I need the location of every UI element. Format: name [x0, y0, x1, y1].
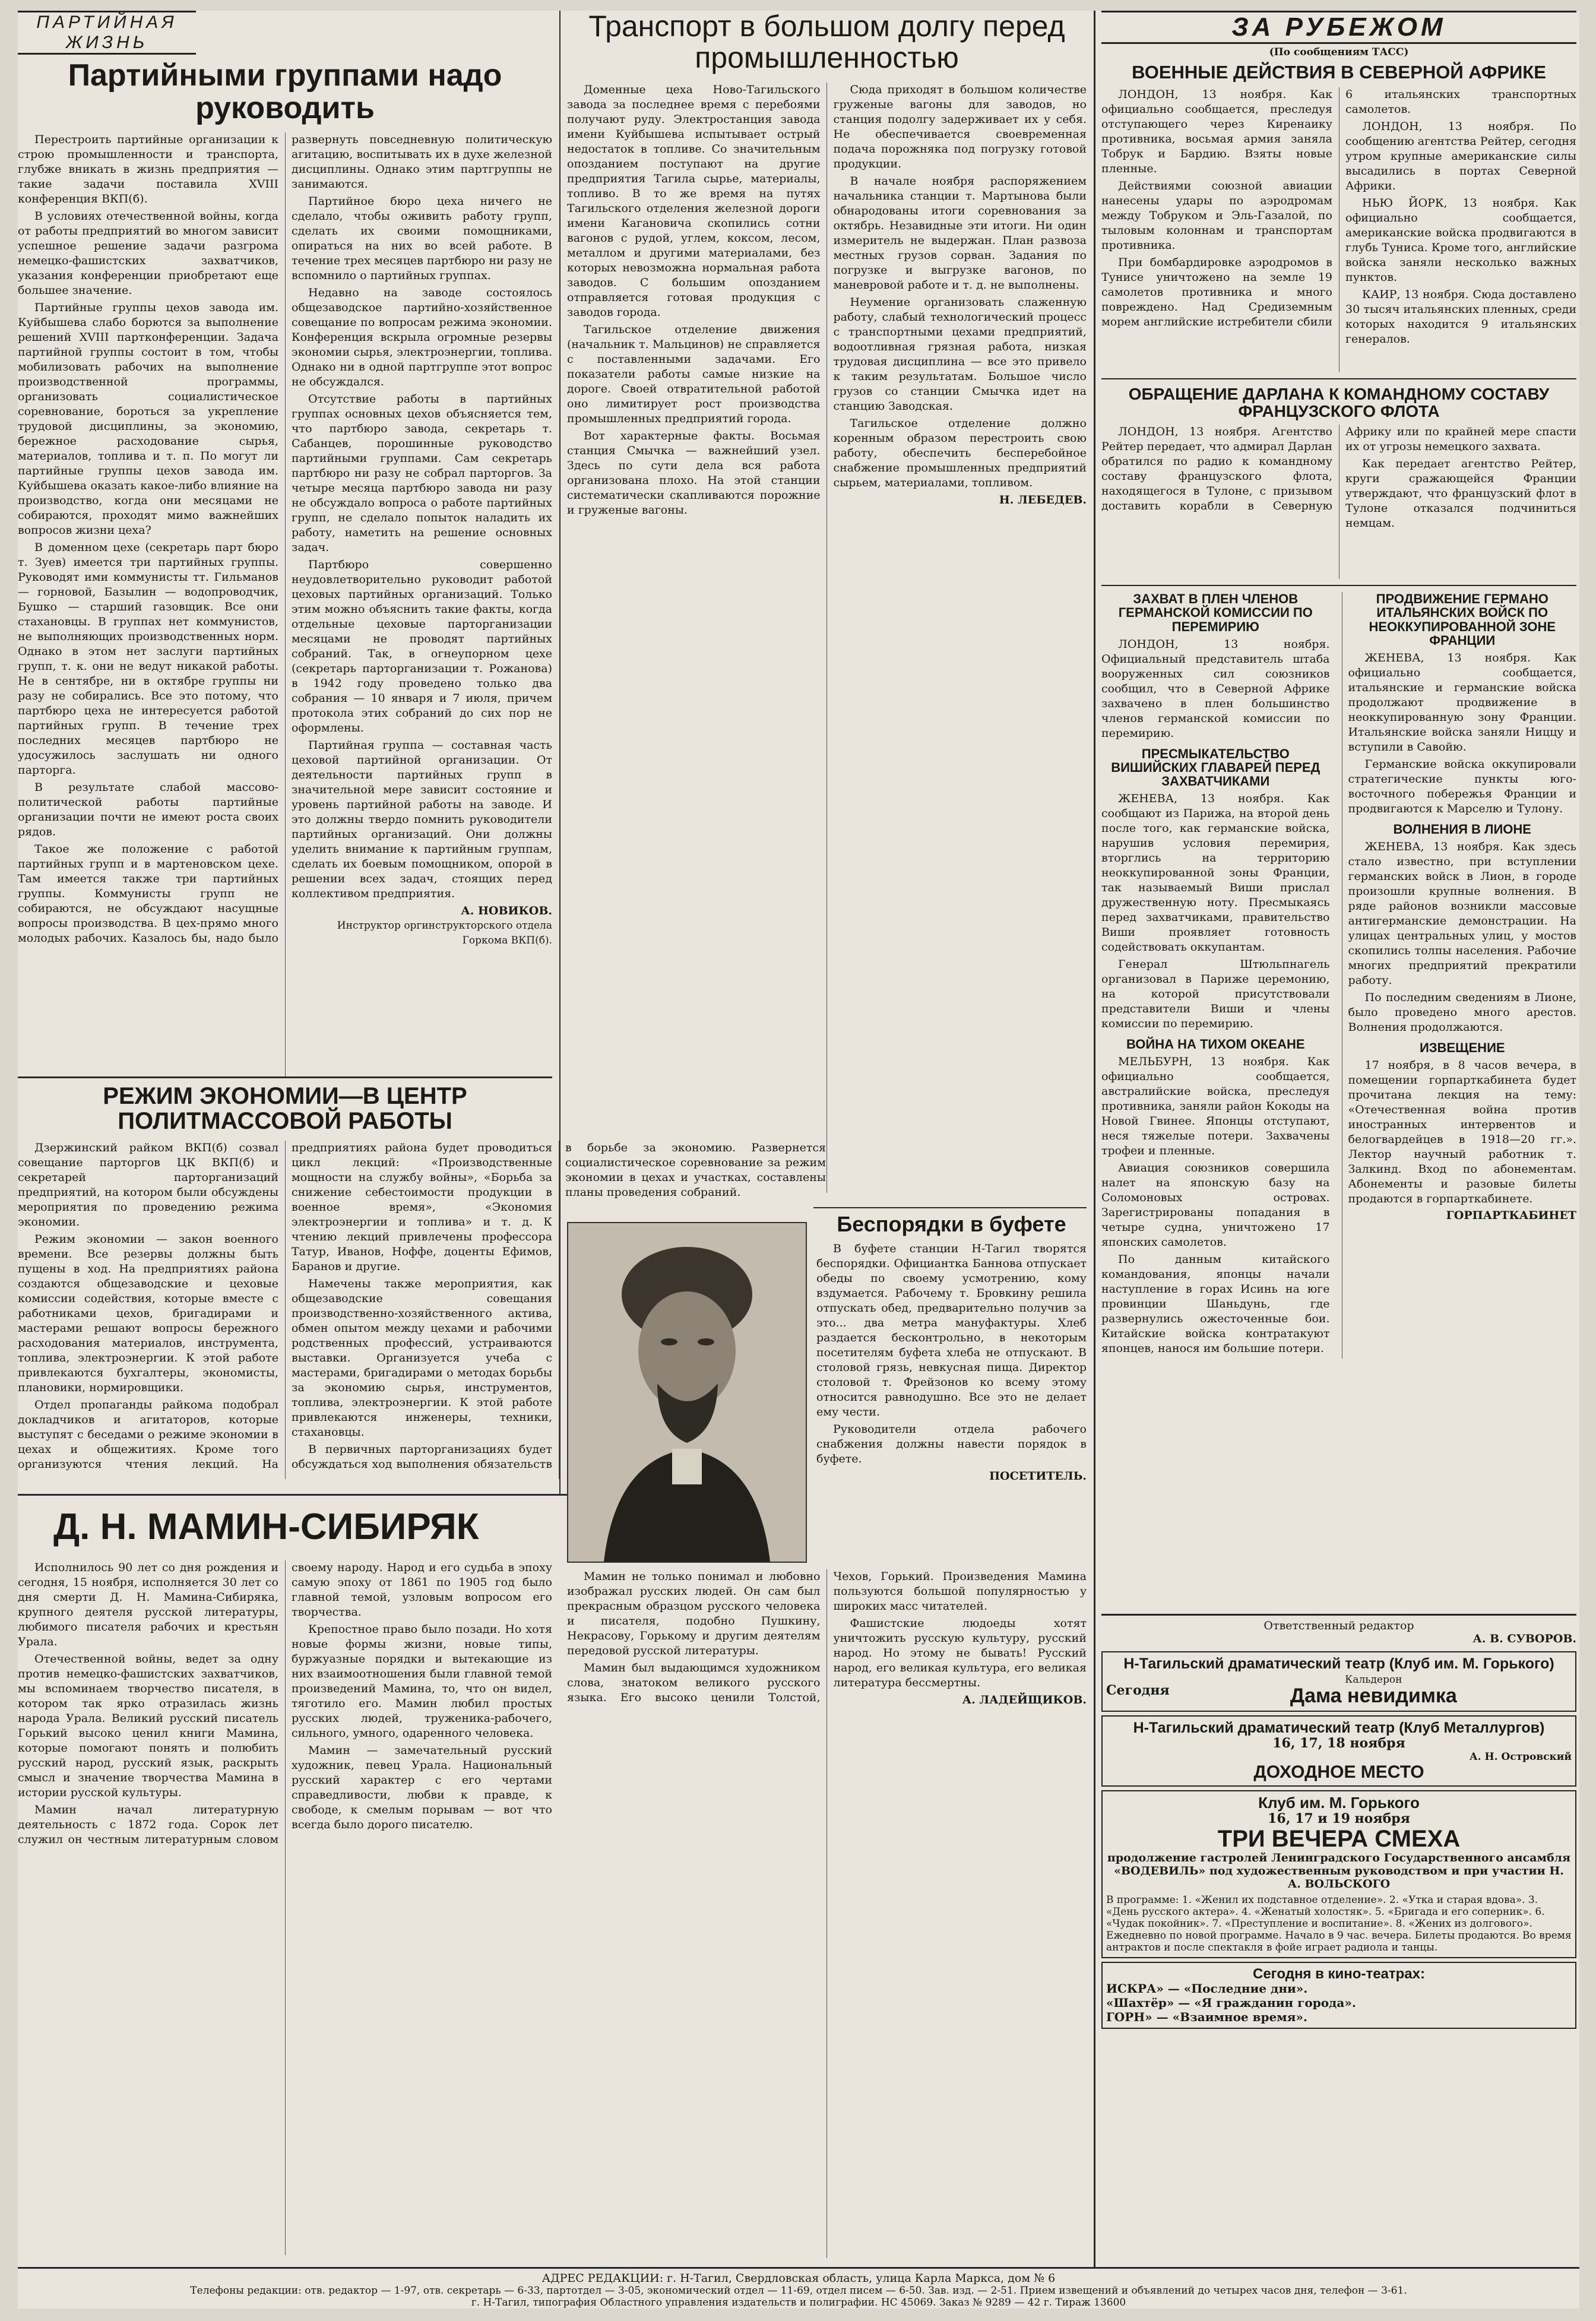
paragraph: Генерал Штюльпнагель организовал в Париже церемонию, на которой присутствовали представители Виши и члены комиссии по перемирию.: [1101, 957, 1330, 1030]
vichy-headline: ПРЕСМЫКАТЕЛЬСТВО ВИШИЙСКИХ ГЛАВАРЕЙ ПЕРЕД ЗАХВАТЧИКАМИ: [1111, 746, 1320, 789]
play-title: ТРИ ВЕЧЕРА СМЕХА: [1217, 1825, 1461, 1852]
paragraph: ЛОНДОН, 13 ноября. Как официально сообщается, преследуя отступающего через Киренаику противника, восьмая армия заняла Тобрук и Бардию. Взяты новые пленные.: [1101, 87, 1332, 175]
transport-headline: Транспорт в большом долгу перед промышленностью: [588, 10, 1065, 74]
paragraph: В начале ноября распоряжением начальника станции т. Мартынова были обнародованы итоги соревнования за октябрь. Незавидные эти итоги. Ни один измеритель не выдержан. План развоза местных грузов сорван. Задания по погрузке и выгрузке вагонов, по маневровой работе и т. д. не выполнены.: [833, 175, 1087, 292]
cinema-line: «Шахтёр» — «Я гражданин города».: [1106, 1996, 1356, 2010]
lyon-headline: ВОЛНЕНИЯ В ЛИОНЕ: [1393, 821, 1531, 837]
paragraph: ЛОНДОН, 13 ноября. Агентство Рейтер передает, что адмирал Дарлан обратился по радио к командному составу французского флота, находящегося в Тулоне, с призывом доставить корабли в Северную Африку или по крайней мере спасти их от угрозы немецкого захвата.: [1101, 425, 1576, 513]
north-africa-headline: ВОЕННЫЕ ДЕЙСТВИЯ В СЕВЕРНОЙ АФРИКЕ: [1132, 62, 1546, 83]
paragraph: Дзержинский райком ВКП(б) созвал совещание парторгов ЦК ВКП(б) и секретарей парторганизаций предприятий, на котором были обсуждены мероприятия по проведению режима экономии.: [18, 1141, 278, 1228]
abroad-rubric: ЗА РУБЕЖОМ: [1101, 11, 1576, 44]
paragraph: Режим экономии — закон военного времени. Все резервы должны быть пущены в ход. На предприятиях района создаются общезаводские и цеховые комиссии содействия, которые вместе с работниками цехов, бригадирами и мастерами решают вопросы бережного расходования материалов, инструмента, топлива, электроэнергии. К этой работе привлекаются бухгалтеры, экономисты, плановики, нормировщики.: [18, 1233, 278, 1394]
transport-body: [567, 83, 1087, 1193]
paragraph: Крепостное право было позади. Но хотя новые формы жизни, новые типы, буржуазные порядки и вытекающие из них взаимоотношения были главной темой произведений Мамина, то, что он видел, тяготило его. Мамин любил простых русских людей, труженика-рабочего, сильного, умного, одаренного человека.: [292, 1623, 552, 1740]
paragraph: ЖЕНЕВА, 13 ноября. Как официально сообщается, итальянские и германские войска продолжают продвижение в неоккупированную зону Франции. Итальянские войска заняли Ниццу и вступили в Савойю.: [1348, 651, 1576, 753]
theatre-dates: 16, 17, 18 ноября: [1272, 1736, 1405, 1752]
footer: [18, 2272, 1579, 2309]
paragraph: Мамин был выдающимся художником слова, знатоком великого русского языка. Его высоко ценили Толстой, Чехов, Горький. Произведения Мамина пользуются большой популярностью у широких масс читателей.: [567, 1570, 1087, 1704]
paragraph: МЕЛЬБУРН, 13 ноября. Как официально сообщается, австралийские войска, преследуя противника, заняли район Кокоды на Новой Гвинее. Японцы отступают, неся тяжелые потери. Захвачены трофеи и пленные.: [1101, 1055, 1330, 1157]
commission-headline: ЗАХВАТ В ПЛЕН ЧЛЕНОВ ГЕРМАНСКОЙ КОМИССИИ ПО ПЕРЕМИРИЮ: [1118, 591, 1313, 634]
mamin-column-left: [18, 1560, 552, 2261]
theatre-listing-3: [1101, 1790, 1576, 1958]
mamin-headline: Д. Н. МАМИН-СИБИРЯК: [53, 1506, 479, 1547]
cinema-title: Сегодня в кино-театрах:: [1253, 1965, 1425, 1982]
theatre-listing-1: [1101, 1651, 1576, 1712]
paragraph: ЖЕНЕВА, 13 ноября. Как здесь стало известно, при вступлении германских войск в Лион, в городе произошли крупные волнения. В ряде районов возникли массовые антигерманские демонстрации. На улицах центральных улиц, у мостов скопились толпы населения. Рабочие многих предприятий прекратили работу.: [1348, 840, 1576, 987]
paragraph: Фашистские людоеды хотят уничтожить русскую культуру, русский народ. Но этому не бывать! Русский народ, его великая культура, его великая литература бессмертны.: [833, 1617, 1087, 1689]
listings-section: [1101, 1614, 1576, 2267]
buffet-author: ПОСЕТИТЕЛЬ.: [989, 1469, 1087, 1483]
divider: [1101, 585, 1576, 586]
paragraph: Как передает агентство Рейтер, круги сражающейся Франции утверждают, что французский флот в Тулоне отказался подчиниться немцам.: [1345, 457, 1576, 530]
paragraph: ЖЕНЕВА, 13 ноября. Как сообщают из Парижа, на второй день после того, как германские войска, нарушив условия перемирия, вторглись на территорию неоккупированной зоны Франции, так называемый Виши прислал дружественную ноту. Пресмыкаясь перед захватчиками, правительство Виши проявляет готовность содействовать оккупантам.: [1101, 791, 1330, 954]
mamin-body-left: [18, 1560, 552, 2255]
paragraph: Такое же положение с работой партийных групп и в мартеновском цехе. Там имеется также три партийных группы. Коммунисты групп не собираются, не обсуждают насущные вопросы производства. В цех-прямо много молодых рабочих. Казалось бы, надо было развернуть повседневную политическую агитацию, воспитывать их в духе железной дисциплины. Однако этим партгруппы не занимаются.: [18, 133, 552, 945]
mamin-column-right: [567, 1569, 1087, 2261]
play-author: А. Н. Островский: [1469, 1751, 1572, 1763]
theatre-day: Сегодня: [1106, 1683, 1170, 1699]
notice-body: [1348, 1058, 1577, 1207]
footer-printing: г. Н-Тагил, типография Областного управления издательств и полиграфии. НС 45069. Заказ № 9289 — 42 г. Тираж 13600: [471, 2297, 1126, 2309]
party-life-headline: Партийными группами надо руководить: [68, 58, 502, 125]
paragraph: НЬЮ ЙОРК, 13 ноября. Как официально сообщается, американские войска продвигаются в глубь Туниса. Кроме того, английские войска заняли несколько важных пунктов.: [1345, 196, 1576, 284]
theatre-listing-2: [1101, 1715, 1576, 1787]
paragraph: При бомбардировке аэродромов в Тунисе уничтожено на земле 19 самолетов противника и много повреждено. Над Средиземным морем английские истребители сбили 6 итальянских транспортных самолетов.: [1101, 87, 1576, 328]
theatre-venue: Н-Тагильский драматический театр (Клуб им. М. Горького): [1123, 1655, 1554, 1672]
play-title: Дама невидимка: [1290, 1684, 1457, 1708]
paragraph: Тагильское отделение должно коренным образом перестроить свою работу, обеспечить бесперебойное снабжение промышленных предприятий сырьем, материалами, топливом.: [833, 417, 1087, 489]
north-africa-body: [1101, 87, 1576, 372]
abroad-left-col: [1101, 592, 1330, 1359]
buffet-body: [816, 1242, 1087, 1483]
footer-phones: Телефоны редакции: отв. редактор — 1-97, отв. секретарь — 6-33, партотдел — 3-05, экономический отдел — 11-69, отдел писем — 6-50. Зав. изд. — 2-51. Прием извещений и объявлений до четырех часов дня, телефон — 3-61.: [190, 2285, 1407, 2297]
footer-rule: [18, 2267, 1579, 2269]
buffet-section: [816, 1213, 1087, 1492]
pacific-headline: ВОЙНА НА ТИХОМ ОКЕАНЕ: [1126, 1036, 1305, 1052]
editor-block: [1101, 1614, 1576, 1645]
play-author: Кальдерон: [1345, 1674, 1402, 1686]
paragraph: Сюда приходят в большом количестве груженые вагоны для заводов, но станция подолгу задерживает их у себя. Не обеспечивается своевременная подача порожняка под погрузку готовой продукции.: [833, 83, 1087, 170]
editor-label: Ответственный редактор: [1264, 1619, 1414, 1632]
paragraph: Недавно на заводе состоялось общезаводское партийно-хозяйственное совещание по вопросам режима экономии. Конференция вскрыла огромные резервы экономии сырья, электроэнергии, топлива. Однако ни в одной партгруппе этот вопрос не обсуждался.: [292, 286, 552, 389]
play-description: продолжение гастролей Ленинградского Государственного ансамбля «ВОДЕВИЛЬ» под художественным руководством и при участии Н. А. ВОЛЬСКОГО: [1107, 1851, 1571, 1891]
paragraph: Действиями союзной авиации нанесены удары по аэродромам между Тобруком и Эль-Газалой, по тыловым колоннам и транспортам противника.: [1101, 179, 1332, 252]
paragraph: По данным китайского командования, японцы начали наступление в горах Исинь на юге провинции Шаньдунь, где развернулись ожесточенные бои. Китайские войска контратакуют японцев, нанося им большие потери.: [1101, 1252, 1330, 1355]
party-life-author: А. НОВИКОВ.: [461, 904, 552, 918]
play-program: В программе: 1. «Женил их подставное отделение». 2. «Утка и старая вдова». 3. «День русского актера». 4. «Женатый холостяк». 5. «Бригада и его соперник». 6. «Чудак покойник». 7. «Преступление и воспитание». 8. «Жених из долгового». Ежедневно по новой программе. Начало в 9 час. вечера. Билеты продаются. Во время антрактов и после спектакля в фойе играет радиола и танцы.: [1106, 1893, 1572, 1953]
paragraph: В результате слабой массово-политической работы партийные организации почти не имеют роста своих рядов.: [18, 781, 278, 839]
theatre-venue: Н-Тагильский драматический театр (Клуб Металлургов): [1133, 1719, 1545, 1736]
paragraph: Доменные цеха Ново-Тагильского завода за последнее время с перебоями получают руду. Электростанция завода имени Куйбышева испытывает острый недостаток в топливе. Со значительным опозданием поступают на другие предприятия Тагила сырье, материалы, топливо. В то же время на путях Тагильского отделения железной дороги имени Кагановича скопились сотни вагонов с рудой, углем, коксом, лесом, металлом и другими материалами, без которых невозможна нормальная работа заводов. С большим опозданием отправляется готовая продукция с заводов города.: [567, 83, 821, 319]
party-life-author-title: Инструктор оргинструкторского отдела Горкома ВКП(б).: [337, 920, 552, 947]
paragraph: КАИР, 13 ноября. Сюда доставлено 30 тысяч итальянских пленных, среди которых находится 9 итальянских генералов.: [1345, 287, 1576, 346]
transport-section: [567, 11, 1087, 1198]
paragraph: Германские войска оккупировали стратегические пункты юго-восточного побережья Франции и продвигаются к Марселю и Тулону.: [1348, 757, 1576, 815]
paragraph: Мамин начал литературную деятельность с 1872 года. Сорок лет служил он честным литературным словом своему народу. Народ и его судьба в эпоху самую эпоху от 1861 по 1905 год было главной темой, узловым вопросом его творчества.: [18, 1561, 552, 1846]
darlan-body: [1101, 425, 1576, 579]
paragraph: Партийная группа — составная часть цеховой партийной организации. От деятельности партийных групп в значительной мере зависит состояние и уровень партийной работы на заводе. И это должны твердо помнить руководители партийных организаций. Они должны уделить внимание к партийным группам, сделать их боевым помощником, опорой в решении всех задач, стоящих перед коллективом предприятия.: [292, 739, 552, 901]
mamin-body-right: [567, 1569, 1087, 2258]
darlan-headline: ОБРАЩЕНИЕ ДАРЛАНА К КОМАНДНОМУ СОСТАВУ ФРАНЦУЗСКОГО ФЛОТА: [1128, 384, 1550, 420]
mamin-author: А. ЛАДЕЙЩИКОВ.: [962, 1693, 1087, 1706]
column-rule: [1094, 11, 1095, 2267]
cinema-line: ИСКРА» — «Последние дни».: [1106, 1981, 1308, 1996]
paragraph: Намечены также мероприятия, как общезаводские совещания производственно-хозяйственного актива, обмен опытом между цехами и рабочими родственных профессий, устраиваются выставки. Организуется учеба с мастерами, бригадирами о методах борьбы за экономию сырья, инструментов, топлива, электроэнергии. К этой работе привлекаются инженеры, техники, стахановцы.: [292, 1277, 552, 1439]
paragraph: Авиация союзников совершила налет на японскую базу на Соломоновых островах. Зарегистрированы попадания в четыре судна, уничтожено 17 японских самолетов.: [1101, 1161, 1330, 1249]
lyon-body: [1348, 840, 1577, 1035]
party-life-rubric: ПАРТИЙНАЯ ЖИЗНЬ: [18, 11, 196, 55]
paragraph: Вот характерные факты. Восьмая станция Смычка — важнейший узел. Здесь по сути дела вся работа организована плохо. На этой станции систематически скапливаются порожние и груженые вагоны.: [567, 429, 821, 517]
abroad-right-col: [1342, 592, 1577, 1359]
paragraph: В доменном цехе (секретарь парт бюро т. Зуев) имеется три партийных группы. Руководят ими коммунисты тт. Гильманов — горновой, Базылин — водопроводчик, Бушко — старший газовщик. Все они стахановцы. В группах нет коммунистов, не выполняющих производственных норм. Однако в этом нет заслуги партийных групп, т. к. они не ведут никакой работы. Не в сентябре, ни в октябре группы ни разу не собирались. Все это потому, что партбюро цеха не интересуется работой партийных групп. В течение трех последних месяцев партбюро не удосужилось заслушать ни одного парторга.: [18, 541, 278, 777]
germano-italian-headline: ПРОДВИЖЕНИЕ ГЕРМАНО ИТАЛЬЯНСКИХ ВОЙСК ПО НЕОККУПИРОВАННОЙ ЗОНЕ ФРАНЦИИ: [1369, 591, 1556, 648]
vichy-body: [1101, 791, 1330, 1031]
paragraph: По последним сведениям в Лионе, было проведено много арестов. Волнения продолжаются.: [1348, 990, 1576, 1034]
divider: [813, 1207, 1087, 1208]
play-title: ДОХОДНОЕ МЕСТО: [1253, 1762, 1424, 1782]
germano-italian-body: [1348, 651, 1577, 816]
cinema-line: ГОРН» — «Взаимное время».: [1106, 2010, 1307, 2025]
divider: [1101, 378, 1576, 379]
paragraph: Мамин — замечательный русский художник, певец Урала. Национальный русский характер с его чертами справедливости, любви к правде, к свободе, к смелым порывам — вот что всегда было дорого писателю.: [292, 1744, 552, 1831]
party-life-body: [18, 132, 552, 1076]
cinema-listing: [1101, 1962, 1576, 2029]
commission-body: [1101, 637, 1330, 741]
notice-signer: ГОРПАРТКАБИНЕТ: [1446, 1208, 1576, 1222]
column-rule: [559, 11, 560, 1494]
paragraph: Исполнилось 90 лет со дня рождения и сегодня, 15 ноября, исполняется 30 лет со дня смерти Д. Н. Мамина-Сибиряка, крупного деятеля русской литературы, любимого писателя рабочих и крестьян Урала.: [18, 1561, 278, 1648]
paragraph: В первичных парторганизациях будет обсуждаться ход выполнения обязательств в борьбе за экономию. Развернется социалистическое соревнование за режим экономии в цехах и участках, составлены планы проведения собраний.: [292, 1141, 826, 1471]
paragraph: Партийное бюро цеха ничего не сделало, чтобы оживить работу групп, сделать их своими помощниками, опираться на них во всей работе. В течение трех месяцев партбюро ни разу не вспомнило о партийных группах.: [292, 195, 552, 283]
divider: [18, 1076, 552, 1078]
transport-author: Н. ЛЕБЕДЕВ.: [999, 493, 1087, 506]
paragraph: Мамин не только понимал и любовно изображал русских людей. Он сам был прекрасным образцом русского человека и писателя, подобно Пушкину, Некрасову, Горькому и другим деятелям передовой русской литературы.: [567, 1570, 821, 1657]
economy-headline: РЕЖИМ ЭКОНОМИИ—В ЦЕНТР ПОЛИТМАССОВОЙ РАБОТЫ: [103, 1083, 467, 1134]
paragraph: Отдел пропаганды райкома подобрал докладчиков и агитаторов, которые выступят с беседами о режиме экономии в цехах и общежитиях. Кроме того организуются чтения лекций. На предприятиях района будет проводиться цикл лекций: «Производственные мощности на службу войны», «Борьба за снижение себестоимости продукции в военное время», «Экономия электроэнергии и топлива» и т. д. К чтению лекций привлечены профессора Татур, Иванов, Ноффе, доценты Ефимов, Баранов и другие.: [18, 1141, 552, 1471]
theatre-venue: Клуб им. М. Горького: [1258, 1793, 1420, 1812]
paragraph: Отсутствие работы в партийных группах основных цехов объясняется тем, что партбюро завода, секретарь т. Сабанцев, порошинные руководство партийными группами. Сам секретарь партбюро ни разу не собрал парторгов. За четыре месяца партбюро завода ни разу не обсуждало вопроса о работе партийных групп, не сделало попыток наладить их работу, наметить на решение основных задач.: [292, 392, 552, 555]
paragraph: Перестроить партийные организации к строю промышленности и транспорта, глубже вникать в жизнь предприятия — такие задачи поставила XVIII конференция ВКП(б).: [18, 133, 278, 206]
notice-title: ИЗВЕЩЕНИЕ: [1419, 1040, 1505, 1055]
theatre-dates: 16, 17 и 19 ноября: [1268, 1810, 1410, 1826]
footer-address: АДРЕС РЕДАКЦИИ: г. Н-Тагил, Свердловская область, улица Карла Маркса, дом № 6: [542, 2272, 1056, 2285]
paragraph: Партийные группы цехов завода им. Куйбышева слабо борются за выполнение решений XVIII партконференции. Задача партийной группы состоит в том, чтобы мобилизовать рабочих на выполнение производственной программы, организовать социалистическое соревнование, бороться за укрепление трудовой дисциплины, за экономию, бережное расходование сырья, материалов, топлива и т. п. По могут ли партийные группы цехов завода им. Куйбышева оказать какое-либо влияние на производство, когда они месяцами не собираются, проходят мимо важнейших вопросов жизни цеха?: [18, 301, 278, 537]
paragraph: Отечественной войны, ведет за одну против немецко-фашистских захватчиков, мы вспоминаем творчество писателя, в котором так ярко отразилась жизнь народа Урала. Великий русский писатель Горький высоко ценил книги Мамина, которые помогают понять и полюбить русский народ, русский язык, раскрыть смысл и значение творчества Мамина в истории русской культуры.: [18, 1652, 278, 1799]
paragraph: Партбюро совершенно неудовлетворительно руководит работой цеховых партийных организаций. Только этим можно объяснить такие факты, когда отдельные цеховые парторганизации месяцами не проводят партийных собраний. Так, в огнеупорном цехе (секретарь парторганизации т. Рожанова) в 1942 году проведено только два собрания — 10 января и 7 июля, причем протокола этих собраний до сих пор не оформлены.: [292, 558, 552, 735]
paragraph: ЛОНДОН, 13 ноября. Официальный представитель штаба вооруженных сил союзников сообщил, что в Северной Африке захвачено в плен большинство членов германской комиссии по перемирию.: [1101, 637, 1330, 740]
paragraph: Руководители отдела рабочего снабжения должны навести порядок в буфете.: [816, 1422, 1087, 1465]
economy-section: [18, 1082, 826, 1498]
paragraph: ЛОНДОН, 13 ноября. По сообщению агентства Рейтер, сегодня утром крупные американские силы высадились в портах Северной Африки.: [1345, 119, 1577, 192]
newspaper-page: [18, 11, 1579, 2309]
paragraph: Неумение организовать слаженную работу, слабый технологический процесс с транспортными цехами предприятий, водоотливная грязная работа, низкая трудовая дисциплина — все это привело к таким результатам. Большое число грузов со станции Смычка идет на станцию Заводская.: [833, 296, 1087, 413]
editor-name: А. В. СУВОРОВ.: [1472, 1632, 1576, 1645]
economy-body: [18, 1141, 826, 1479]
pacific-body: [1101, 1055, 1330, 1356]
paragraph: В буфете станции Н-Тагил творятся беспорядки. Официантка Баннова отпускает обеды по своему усмотрению, кому вздумается. Рабочему т. Бровкину решила отпускать обед, предварительно получив за это... два метра мануфактуры. Хлеб раздается бесконтрольно, в некоторым посетителям буфета хлеба не отпускают. В столовой грязь, невкусная пища. Директор столовой т. Фрейзонов ко всему этому относится равнодушно. Все это не делает ему чести.: [816, 1242, 1087, 1418]
paragraph: Тагильское отделение движения (начальник т. Мальцинов) не справляется с поставленными задачами. Его показатели работы самые низкие на дороге. Своей отвратительной работой оно лимитирует рост производства промышленных предприятий города.: [567, 323, 821, 425]
paragraph: В условиях отечественной войны, когда от работы предприятий во многом зависит успешное решение задачи разгрома немецко-фашистских захватчиков, указания конференции приобретают еще большее значение.: [18, 210, 278, 297]
notice-text: 17 ноября, в 8 часов вечера, в помещении горпарткабинета будет прочитана лекция на тему: «Отечественная война против иностранных интервентов и белогвардейцев в 1918—20 гг.». Лектор научный работник т. Залкинд. Вход по абонементам. Абонементы и разовые билеты продаются в горпарткабинете.: [1348, 1058, 1576, 1205]
party-life-section: [18, 11, 552, 1103]
buffet-headline: Беспорядки в буфете: [837, 1212, 1066, 1236]
abroad-source: (По сообщениям ТАСС): [1269, 46, 1409, 58]
abroad-lower-columns: [1101, 592, 1576, 1359]
